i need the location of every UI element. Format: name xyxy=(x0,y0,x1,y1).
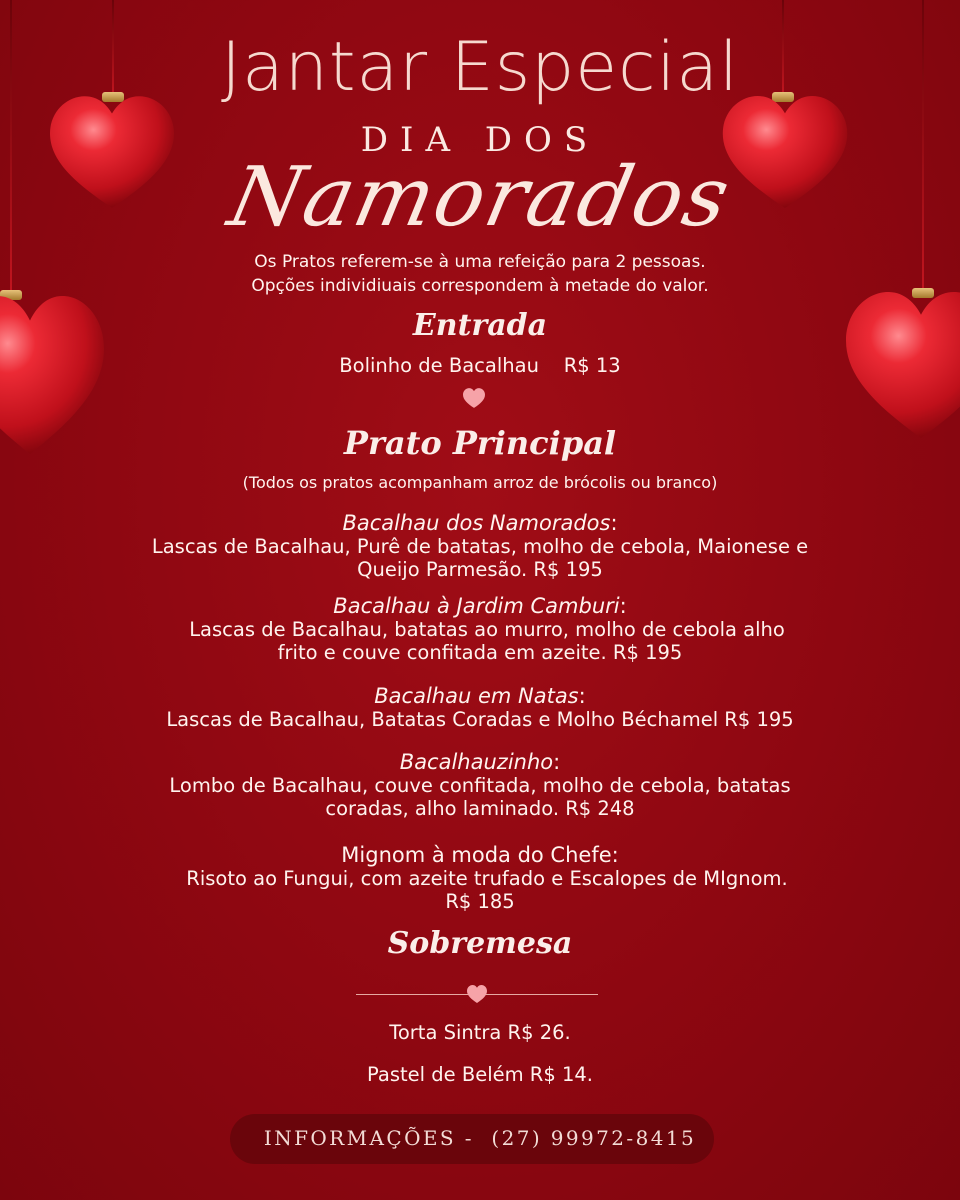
menu-note xyxy=(0,250,960,298)
note-line: Opções individiuais correspondem à metade do valor. xyxy=(251,276,709,296)
dish-name: Bacalhau dos Namorados: xyxy=(342,511,618,535)
dish-description: Lascas de Bacalhau, Purê de batatas, molho de cebola, Maionese e xyxy=(151,535,809,558)
section-subtitle: (Todos os pratos acompanham arroz de brócolis ou branco) xyxy=(242,473,718,492)
dish-description: frito e couve confitada em azeite. R$ 195 xyxy=(277,641,683,664)
dish-item xyxy=(0,594,960,664)
dish-item xyxy=(0,750,960,820)
dish-description: Queijo Parmesão. R$ 195 xyxy=(357,558,603,581)
entrada-item: Bolinho de Bacalhau R$ 13 xyxy=(339,354,621,377)
small-heart-icon xyxy=(467,985,487,1003)
dish-description: coradas, alho laminado. R$ 248 xyxy=(325,797,635,820)
dessert-item: Torta Sintra R$ 26. xyxy=(389,1021,571,1044)
section-heading-entrada: Entrada xyxy=(412,308,548,343)
section-heading-prato-principal: Prato Principal xyxy=(343,424,617,462)
section-heading-sobremesa: Sobremesa xyxy=(387,926,573,961)
dish-description: Lombo de Bacalhau, couve confitada, molho de cebola, batatas xyxy=(169,774,791,797)
dish-name: Bacalhau em Natas: xyxy=(374,684,586,708)
dessert-item: Pastel de Belém R$ 14. xyxy=(367,1063,593,1086)
dish-name: Mignom à moda do Chefe: xyxy=(341,843,619,867)
dish-name: Bacalhauzinho: xyxy=(399,750,561,774)
dish-description: Lascas de Bacalhau, batatas ao murro, molho de cebola alho xyxy=(189,618,785,641)
contact-info: INFORMAÇÕES - (27) 99972-8415 xyxy=(263,1126,697,1150)
dish-item xyxy=(0,684,960,731)
dish-description: Lascas de Bacalhau, Batatas Coradas e Molho Béchamel R$ 195 xyxy=(166,708,794,731)
note-line: Os Pratos referem-se à uma refeição para 2 pessoas. xyxy=(254,252,706,272)
dish-item xyxy=(0,843,960,913)
dish-description: R$ 185 xyxy=(445,890,515,913)
page-title-script: Namorados xyxy=(220,150,739,245)
page-title: Jantar Especial xyxy=(221,28,739,107)
dish-name: Bacalhau à Jardim Camburi: xyxy=(333,594,627,618)
dish-item xyxy=(0,511,960,581)
small-heart-icon xyxy=(463,388,485,408)
dish-description: Risoto ao Fungui, com azeite trufado e Escalopes de MIgnom. xyxy=(186,867,788,890)
page-subtitle: DIA DOS xyxy=(360,120,600,160)
